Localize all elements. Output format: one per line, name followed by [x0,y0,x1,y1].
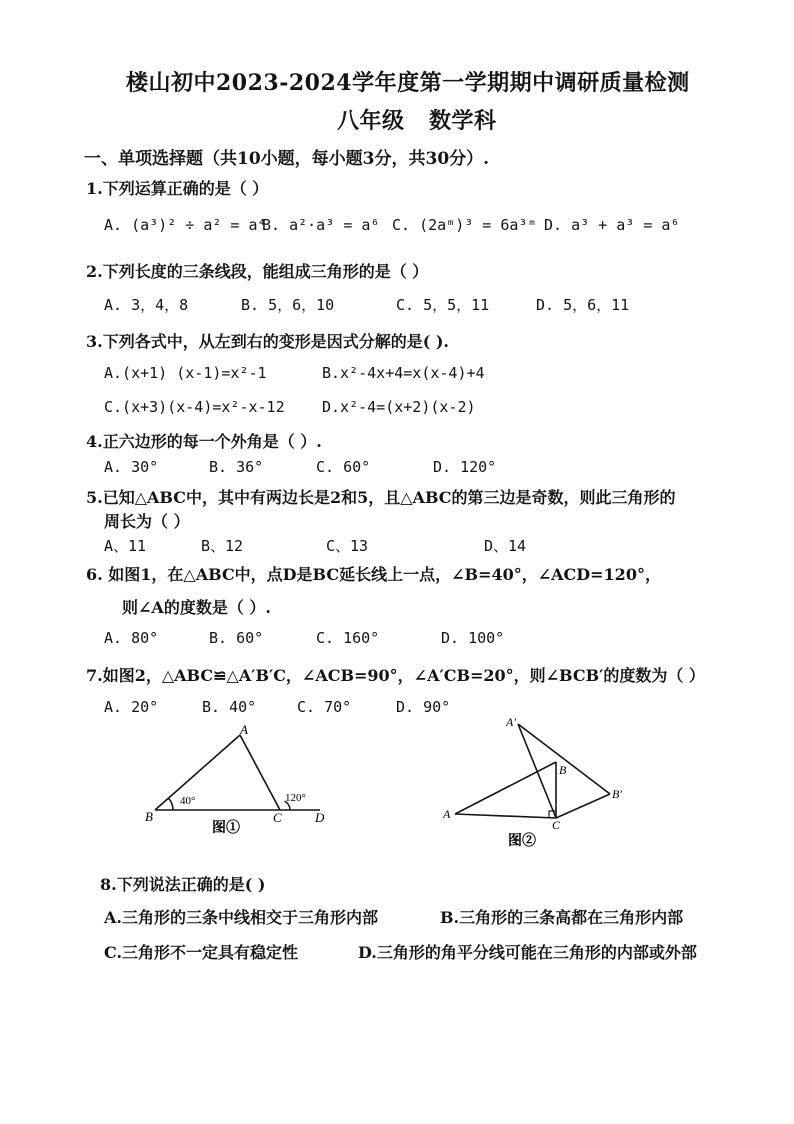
figure-1-label-d: D [315,810,325,825]
figure-2-side-ab [455,762,556,814]
figure-2-caption: 图② [508,834,536,849]
question-2-option-d: D. 5，6，11 [536,296,630,314]
question-4-option-a: A. 30° [104,458,159,476]
question-2-option-a: A. 3，4，8 [104,296,189,314]
figure-2-side-cb1 [556,794,610,818]
section-heading: 一、单项选择题（共10小题，每小题3分，共30分）. [84,149,490,169]
figure-1-angle-b-arc [169,798,174,810]
figure-1-label-c: C [273,810,282,825]
question-4-option-b: B. 36° [209,458,264,476]
question-1-option-a: A. (a³)² ÷ a² = a⁴ [104,216,267,234]
figure-2-label-a: A [443,807,451,821]
question-7-option-a: A. 20° [104,698,159,716]
figure-1-caption: 图① [212,821,240,836]
question-7-option-c: C. 70° [297,698,352,716]
figure-2-label-c: C [552,818,561,832]
question-8-option-b: B.三角形的三条高都在三角形内部 [440,908,684,927]
figure-2-label-b: B [559,763,567,777]
question-8-option-a: A.三角形的三条中线相交于三角形内部 [104,908,378,927]
question-3-option-c: C.(x+3)(x-4)=x²-x-12 [104,398,285,416]
question-6-option-d: D. 100° [441,629,505,647]
question-3-option-d: D.x²-4=(x+2)(x-2) [322,398,476,416]
question-1-option-c: C. (2aᵐ)³ = 6a³ᵐ [392,216,537,234]
question-3-option-b: B.x²-4x+4=x(x-4)+4 [322,364,485,382]
question-6-option-c: C. 160° [316,629,380,647]
question-3-option-a: A.(x+1) (x-1)=x²-1 [104,364,267,382]
question-5-stem-line-1: 5.已知△ABC中，其中有两边长是2和5，且△ABC的第三边是奇数，则此三角形的 [86,488,676,507]
figure-2-label-a-prime: A′ [506,715,516,729]
question-1-option-d: D. a³ + a³ = a⁶ [544,216,680,234]
question-7-stem: 7.如图2，△ABC≌△A′B′C，∠ACB=90°，∠A′CB=20°，则∠BCB′的度数为（ ） [86,666,705,685]
question-2-option-c: C. 5，5，11 [396,296,490,314]
question-1-stem: 1.下列运算正确的是（ ） [86,179,269,198]
question-2-stem: 2.下列长度的三条线段，能组成三角形的是（ ） [86,262,429,281]
question-1-option-b: B. a²·a³ = a⁶ [262,216,380,234]
question-6-stem-line-2: 则∠A的度数是（ ）. [122,598,271,617]
question-5-option-a: A、11 [104,537,147,555]
figure-1-side-ab [155,735,240,810]
figure-1-side-ac [240,735,280,810]
figure-2 [440,712,640,852]
question-4-option-c: C. 60° [316,458,371,476]
question-5-option-b: B、12 [201,537,244,555]
question-8-option-d: D.三角形的角平分线可能在三角形的内部或外部 [358,943,697,962]
figure-1-angle-b-label: 40° [180,795,196,807]
figure-1 [140,720,340,845]
figure-2-side-ac [455,814,556,818]
question-5-option-d: D、14 [484,537,527,555]
question-7-option-b: B. 40° [202,698,257,716]
page-subtitle: 八年级 数学科 [337,108,497,134]
question-4-option-d: D. 120° [433,458,497,476]
figure-2-label-b-prime: B′ [612,787,622,801]
figure-1-label-a: A [240,722,248,737]
question-8-option-c: C.三角形不一定具有稳定性 [104,943,299,962]
question-6-option-a: A. 80° [104,629,159,647]
figure-1-label-b: B [145,809,153,824]
question-5-option-c: C、13 [326,537,369,555]
question-7-option-d: D. 90° [396,698,451,716]
question-5-stem-line-2: 周长为（ ） [104,512,190,531]
question-6-stem-line-1: 6. 如图1，在△ABC中，点D是BC延长线上一点，∠B=40°，∠ACD=120°， [86,565,661,584]
question-6-option-b: B. 60° [209,629,264,647]
page-title: 楼山初中2023-2024学年度第一学期期中调研质量检测 [126,70,690,96]
question-3-stem: 3.下列各式中，从左到右的变形是因式分解的是( ). [86,332,449,351]
question-4-stem: 4.正六边形的每一个外角是（ ）. [86,432,322,451]
question-8-stem: 8.下列说法正确的是( ) [100,875,266,894]
question-2-option-b: B. 5，6，10 [241,296,335,314]
figure-1-angle-acd-label: 120° [285,792,306,804]
